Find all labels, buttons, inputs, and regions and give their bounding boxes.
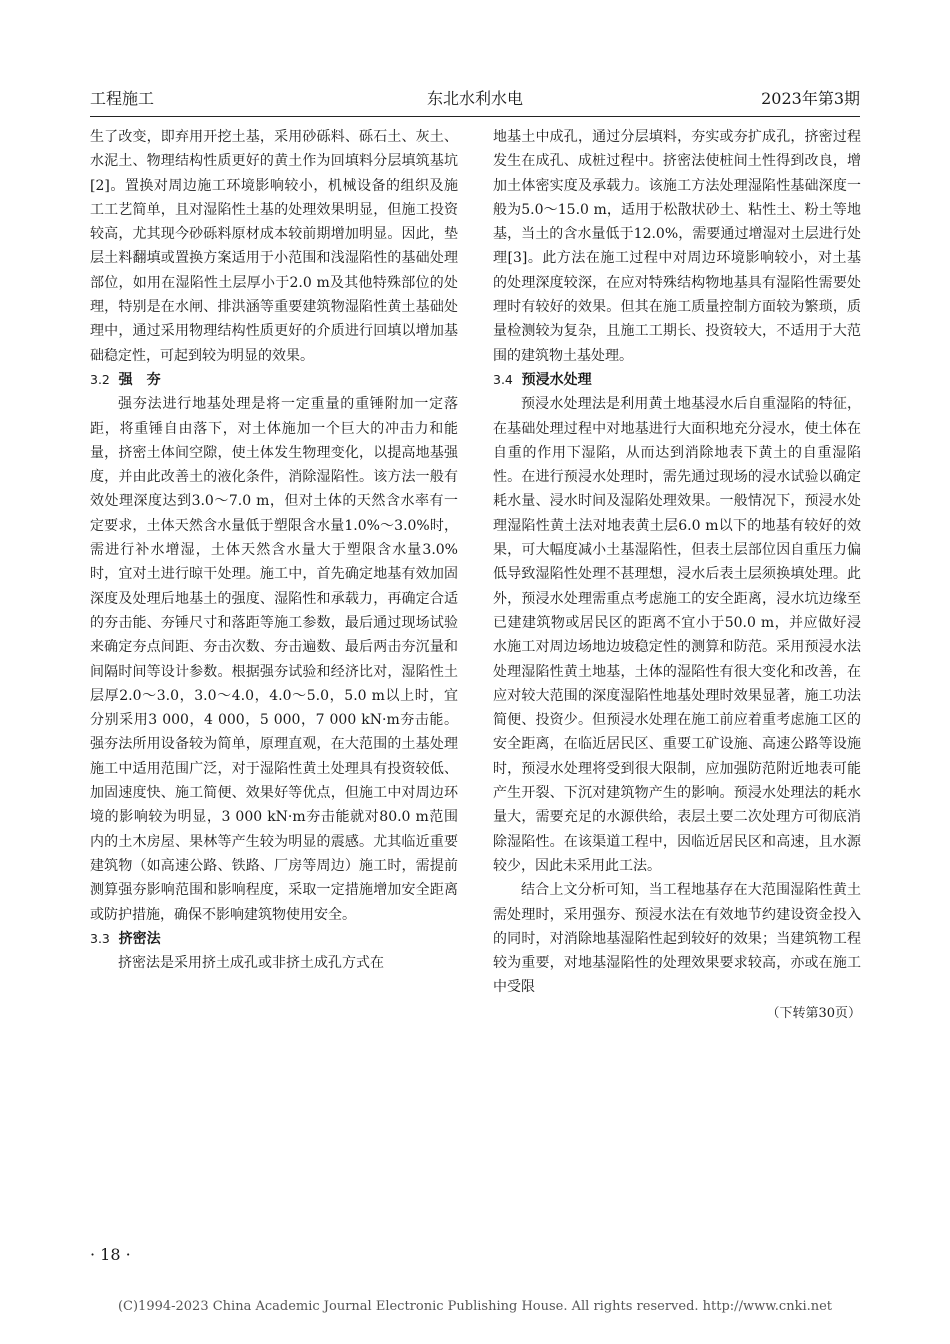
left-column xyxy=(90,125,458,975)
paragraph-compaction-intro: 挤密法是采用挤土成孔或非挤土成孔方式在 xyxy=(118,955,384,972)
page-number: · 18 · xyxy=(90,1245,131,1264)
header-rule xyxy=(90,116,860,117)
continued-note: （下转第30页） xyxy=(766,1005,861,1021)
section-heading-3-4 xyxy=(493,368,861,392)
section-number: 3.3 xyxy=(90,930,110,946)
section-title: 预浸水处理 xyxy=(521,371,592,388)
paragraph-replacement: 生了改变，即弃用开挖土基，采用砂砾料、砾石土、灰土、水泥土、物理结构性质更好的黄土作为回填料分层填筑基坑[2]。置换对周边施工环境影响较小，机械设备的组织及施工工艺简单，且对湿陷性土基的处理效果明显，但施工投资较高，尤其现今砂砾料原材成本较前期增加明显。因此，垫层土料翻填或置换方案适用于小范围和浅湿陷性的基础处理部位，如用在湿陷性土层厚小于2.0 m及其他特殊部位的处理，特别是在水闸、排洪涵等重要建筑物湿陷性黄土基础处理中，通过采用物理结构性质更好的介质进行回填以增加基础稳定性，可起到较为明显的效果。 xyxy=(90,129,458,364)
copyright-footer: (C)1994-2023 China Academic Journal Electronic Publishing House. All rights reserved. http://www.cnki.net xyxy=(117,1299,833,1314)
header-journal: 东北水利水电 xyxy=(426,89,524,108)
section-number: 3.2 xyxy=(90,371,110,387)
paragraph-pre-soaking: 预浸水处理法是利用黄土地基浸水后自重湿陷的特征，在基础处理过程中对地基进行大面积地充分浸水，使土体在自重的作用下湿陷，从而达到消除地表下黄土的自重湿陷性。在进行预浸水处理时，需先通过现场的浸水试验以确定耗水量、浸水时间及湿陷处理效果。一般情况下，预浸水处理湿陷性黄土法对地表黄土层6.0 m以下的地基有较好的效果，可大幅度减小土基湿陷性，但表土层部位因自重压力偏低导致湿陷性处理不甚理想，浸水后表土层须换填处理。此外，预浸水处理需重点考虑施工的安全距离，浸水坑边缘至已建建筑物或居民区的距离不宜小于50.0 m，并应做好浸水施工对周边场地边坡稳定性的测算和防范。采用预浸水法处理湿陷性黄土地基，土体的湿陷性有很大变化和改善，在应对较大范围的深度湿陷性地基处理时效果显著，施工功法简便、投资少。但预浸水处理在施工前应着重考虑施工区的安全距离，在临近居民区、重要工矿设施、高速公路等设施时，预浸水处理将受到很大限制，应加强防范附近地表可能产生开裂、下沉对建筑物产生的影响。预浸水处理法的耗水量大，需要充足的水源供给，表层土要二次处理方可彻底消除湿陷性。在该渠道工程中，因临近居民区和高速，且水源较少，因此未采用此工法。 xyxy=(493,396,861,874)
running-header xyxy=(90,88,860,114)
header-issue: 2023年第3期 xyxy=(761,89,860,108)
paragraph-dynamic-compaction: 强夯法进行地基处理是将一定重量的重锤附加一定落距，将重锤自由落下，对土体施加一个巨大的冲击力和能量，挤密土体间空隙，使土体发生物理变化，以提高地基强度，并由此改善土的液化条件，消除湿陷性。该方法一般有效处理深度达到3.0～7.0 m，但对土体的天然含水率有一定要求，土体天然含水量低于塑限含水量1.0%～3.0%时，需进行补水增湿，土体天然含水量大于塑限含水量3.0%时，宜对土进行晾干处理。施工中，首先确定地基有效加固深度及处理后地基土的强度、湿陷性和承载力，再确定合适的夯击能、夯锤尺寸和落距等施工参数，最后通过现场试验来确定夯点间距、夯击次数、夯击遍数、最后两击夯沉量和间隔时间等设计参数。根据强夯试验和经济比对，湿陷性土层厚2.0～3.0，3.0～4.0，4.0～5.0，5.0 m以上时，宜分别采用3 000，4 000，5 000，7 000 kN·m夯击能。强夯法所用设备较为简单，原理直观，在大范围的土基处理施工中适用范围广泛，对于湿陷性黄土处理具有投资较低、加固速度快、施工简便、效果好等优点，但施工中对周边环境的影响较为明显，3 000 kN·m夯击能就对80.0 m范围内的土木房屋、果林等产生较为明显的震感。尤其临近重要建筑物（如高速公路、铁路、厂房等周边）施工时，需提前测算强夯影响范围和影响程度，采取一定措施增加安全距离或防护措施，确保不影响建筑物使用安全。 xyxy=(90,396,458,923)
paragraph-compaction-cont: 地基土中成孔，通过分层填料，夯实或夯扩成孔，挤密过程发生在成孔、成桩过程中。挤密法使桩间土性得到改良，增加土体密实度及承载力。该施工方法处理湿陷性基础深度一般为5.0～15.0 m，适用于松散状砂土、粘性土、粉土等地基，当土的含水量低于12.0%，需要通过增湿对土层进行处理[3]。此方法在施工过程中对周边环境影响较小，对土基的处理深度较深，在应对特殊结构物地基具有湿陷性需要处理时有较好的效果。但其在施工质量控制方面较为繁琐，质量检测较为复杂，且施工工期长、投资较大，不适用于大范围的建筑物土基处理。 xyxy=(493,129,861,364)
section-heading-3-2 xyxy=(90,368,458,392)
section-title: 强 夯 xyxy=(118,371,161,388)
section-number: 3.4 xyxy=(493,371,513,387)
right-column xyxy=(493,125,861,1026)
section-title: 挤密法 xyxy=(118,930,161,947)
header-section: 工程施工 xyxy=(90,89,155,108)
paragraph-summary: 结合上文分析可知，当工程地基存在大范围湿陷性黄土需处理时，采用强夯、预浸水法在有效地节约建设资金投入的同时，对消除地基湿陷性起到较好的效果；当建筑物工程较为重要，对地基湿陷性的处理效果要求较高，亦或在施工中受限 xyxy=(493,882,861,996)
section-heading-3-3 xyxy=(90,927,458,951)
